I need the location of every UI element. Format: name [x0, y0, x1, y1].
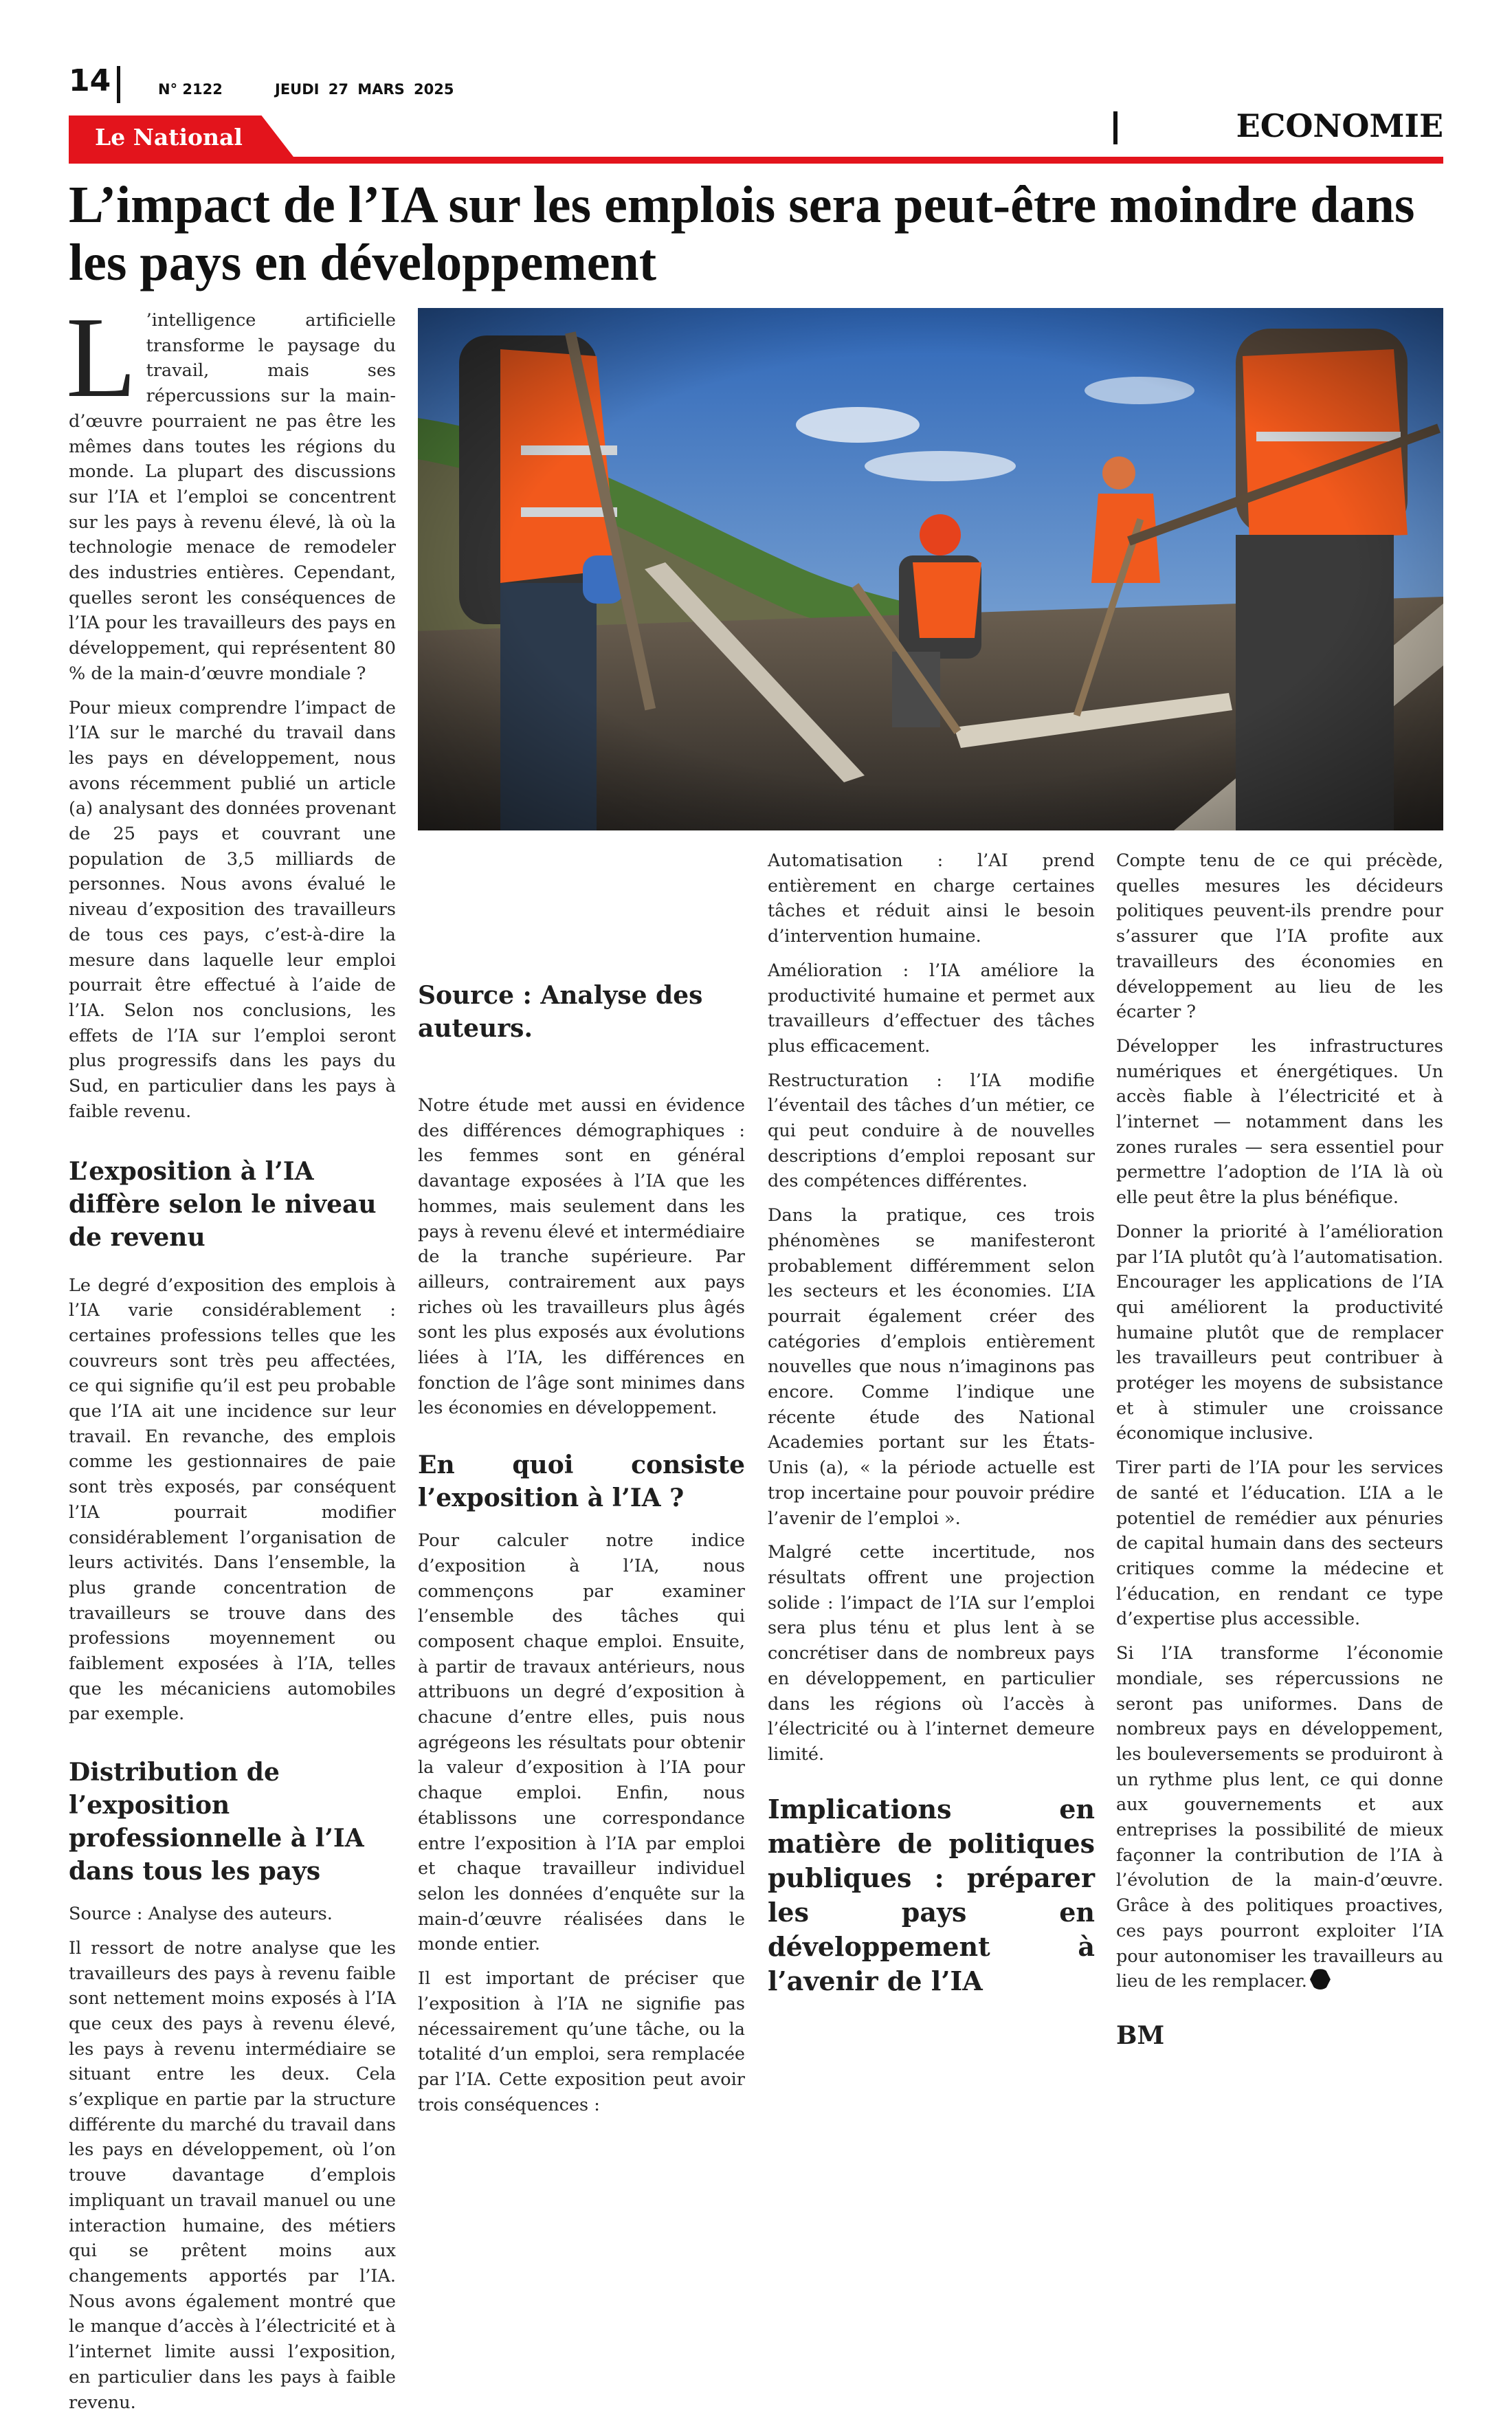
paragraph-index-method: Pour calculer notre indice d’exposition à l’IA, nous commençons par examiner l’ensemble des tâches qui composent chaque emploi. Ensuite, à partir de travaux antérieurs, nous attribuons un degré d’exposition à chacune d’entre elles, puis nous agrégeons les résultats pour obtenir la valeur d’exposition à l’IA pour chaque emploi. Enfin, nous établissons une correspondance entre l’exposition à l’IA par emploi et chaque travailleur individuel selon les données d’enquête sur la main-d’œuvre réalisées dans le monde entier. [418, 1530, 745, 1955]
paragraph-automation: Automatisation : l’AI prend entièrement en charge certaines tâches et réduit ainsi le besoin d’intervention humaine. [768, 850, 1095, 947]
subheading-exposure-income: L’exposition à l’IA diffère selon le niveau de revenu [69, 1156, 377, 1252]
intro-text: ’intelligence artificielle transforme le paysage du travail, mais ses répercussions sur la main-d’œuvre pourraient ne pas être les mêmes dans toutes les régions du monde. La plupart des discussions sur l’IA et l’emploi se concentrent sur les pays à revenu élevé, là où la technologie menace de remodeler des industries entières. Cependant, quelles seront les conséquences de l’IA pour les travailleurs des pays en développement, qui représentent 80 % de la main-d’œuvre mondiale ? [69, 310, 396, 684]
subheading-policy-implications: Implications en matière de politiques publiques : préparer les pays en développement à l’avenir de l’IA [768, 1793, 1095, 1996]
paragraph-augmentation: Donner la priorité à l’amélioration par l’IA plutôt qu’à l’automatisation. Encourager les applications de l’IA qui améliorent la productivité humaine plutôt que de remplacer les travailleurs peut contribuer à protéger les moyens de subsistance et à stimuler une croissance économique inclusive. [1116, 1221, 1443, 1444]
paragraph-demographics: Notre étude met aussi en évidence des différences démographiques : les femmes sont en général davantage exposées à l’IA que les hommes, mais seulement dans les pays à revenu élevé et intermédiaire de la tranche supérieure. Par ailleurs, contrairement aux pays riches où les travailleurs plus âgés sont les plus exposés aux évolutions liées à l’IA, les différences en fonction de l’âge sont minimes dans les économies en développement. [418, 1095, 745, 1419]
paragraph-study: Pour mieux comprendre l’impact de l’IA sur le marché du travail dans les pays en développement, nous avons récemment publié un article (a) analysant des données provenant de 25 pays et couvrant une population de 3,5 milliards de personnes. Nous avons évalué le niveau d’exposition des travailleurs de tous ces pays, c’est-à-dire la mesure dans laquelle leur emploi pourrait être effectué à l’aide de l’IA. Selon nos conclusions, les effets de l’IA sur l’emploi seront plus progressifs dans les pays du Sud, en particulier dans les pays à faible revenu. [69, 697, 396, 1122]
paragraph-restructuring: Restructuration : l’IA modifie l’éventail des tâches d’un métier, ce qui peut conduire à de nouvelles descriptions d’emploi reposant sur des compétences différentes. [768, 1070, 1095, 1192]
issue-number: N° 2122 [158, 81, 223, 98]
section-name: ECONOMIE [1236, 107, 1443, 144]
paragraph-improvement: Amélioration : l’IA améliore la productivité humaine et permet aux travailleurs d’effectuer des tâches plus efficacement. [768, 960, 1095, 1057]
paragraph-exposure-degree: Le degré d’exposition des emplois à l’IA varie considérablement : certaines professions telles que les couvreurs sont très peu affectées, ce qui signifie qu’il est peu probable que l’IA ait une incidence sur leur travail. En revanche, des emplois comme les gestionnaires de paie sont très exposés, par conséquent l’IA pourrait modifier considérablement l’organisation de leurs activités. Dans l’ensemble, la plus grande concentration de travailleurs se trouve dans des professions moyennement ou faiblement exposées à l’IA, telles que les mécaniciens automobiles par exemple. [69, 1275, 396, 1725]
article-column-2 [418, 848, 745, 2126]
subheading-what-is-exposure: En quoi consiste l’exposition à l’IA ? [418, 1451, 745, 1513]
paragraph-health-education: Tirer parti de l’IA pour les services de santé et l’éducation. L’IA a le potentiel de remédier aux pénuries de capital humain dans des secteurs critiques comme la médecine et l’éducation, en rendant ce type d’expertise plus accessible. [1116, 1457, 1443, 1630]
author-signature: BM [1116, 2020, 1165, 2050]
section-divider [1113, 111, 1118, 144]
paragraph-practice: Dans la pratique, ces trois phénomènes se manifesteront probablement différemment selon les secteurs et les économies. L’IA pourrait également créer des catégories d’emplois entièrement nouvelles que nous n’imaginons pas encore. Comme l’indique une récente étude des National Academies portant sur les États-Unis (a), « la période actuelle est trop incertaine pour pouvoir prédire l’avenir de l’emploi ». [768, 1205, 1095, 1529]
article-column-4 [1116, 848, 1443, 2052]
paragraph-policy-question: Compte tenu de ce qui précède, quelles mesures les décideurs politiques peuvent-ils prendre pour s’assurer que l’IA profite aux travailleurs des économies en développement au lieu de les écarter ? [1116, 850, 1443, 1023]
page-number: 14 [69, 63, 111, 98]
article-photo [418, 308, 1443, 830]
paragraph-conclusion [1116, 1641, 1443, 1994]
source-note-1: Source : Analyse des auteurs. [69, 1904, 333, 1925]
article-column-1 [66, 294, 396, 2424]
conclusion-text: Si l’IA transforme l’économie mondiale, ses répercussions ne seront pas uniformes. Dans de nombreux pays en développement, les bouleversements se produiront à un rythme plus lent, ce qui donne aux gouvernements et aux entreprises la possibilité de mieux façonner la contribution de l’IA à l’évolution de la main-d’œuvre. Grâce à des politiques proactives, ces pays pourront exploiter l’IA pour autonomiser les travailleurs au lieu de les remplacer. [1116, 1643, 1443, 1992]
header-rule [69, 157, 1443, 164]
article-title: L’impact de l’IA sur les emplois sera peut-être moindre dans les pays en développement [69, 176, 1415, 291]
paragraph-analysis: Il ressort de notre analyse que les travailleurs des pays à revenu faible sont nettement moins exposés à l’IA que ceux des pays à revenu élevé, les pays à revenu intermédiaire se situant entre les deux. Cela s’explique en partie par la structure différente du marché du travail dans les pays en développement, où l’on trouve davantage d’emplois impliquant un travail manuel ou une interaction humaine, des métiers qui se prêtent moins aux changements apportés par l’IA. Nous avons également montré que le manque d’accès à l’électricité et à l’internet limite aussi l’exposition, en particulier dans les pays à faible revenu. [69, 1937, 396, 2413]
paragraph-infrastructure: Développer les infrastructures numériques et énergétiques. Un accès fiable à l’électricité et à l’internet — notamment dans les zones rurales — sera essentiel pour permettre l’adoption de l’IA là où elle peut être la plus bénéfique. [1116, 1035, 1443, 1209]
end-of-article-icon [1310, 1969, 1331, 1990]
publication-date: JEUDI 27 MARS 2025 [275, 81, 454, 98]
workers-trench-illustration [418, 308, 1443, 830]
subheading-distribution: Distribution de l’exposition professionnelle à l’IA dans tous les pays [69, 1758, 364, 1886]
paragraph-important: Il est important de préciser que l’exposition à l’IA ne signifie pas nécessairement qu’une tâche, ou la totalité d’un emploi, sera remplacée par l’IA. Cette exposition peut avoir trois conséquences : [418, 1968, 745, 2115]
page-number-divider [117, 66, 120, 103]
article-column-3 [768, 848, 1095, 1998]
drop-cap: L [66, 294, 137, 421]
source-note-2: Source : Analyse des auteurs. [418, 981, 703, 1043]
article-intro [66, 294, 396, 687]
brand-name: Le National [95, 124, 243, 151]
paragraph-projection: Malgré cette incertitude, nos résultats offrent une projection solide : l’impact de l’IA sur l’emploi sera plus ténu et plus lent à se concrétiser dans de nombreux pays en développement, en particulier dans les régions où l’accès à l’électricité ou à l’internet demeure limité. [768, 1542, 1095, 1765]
